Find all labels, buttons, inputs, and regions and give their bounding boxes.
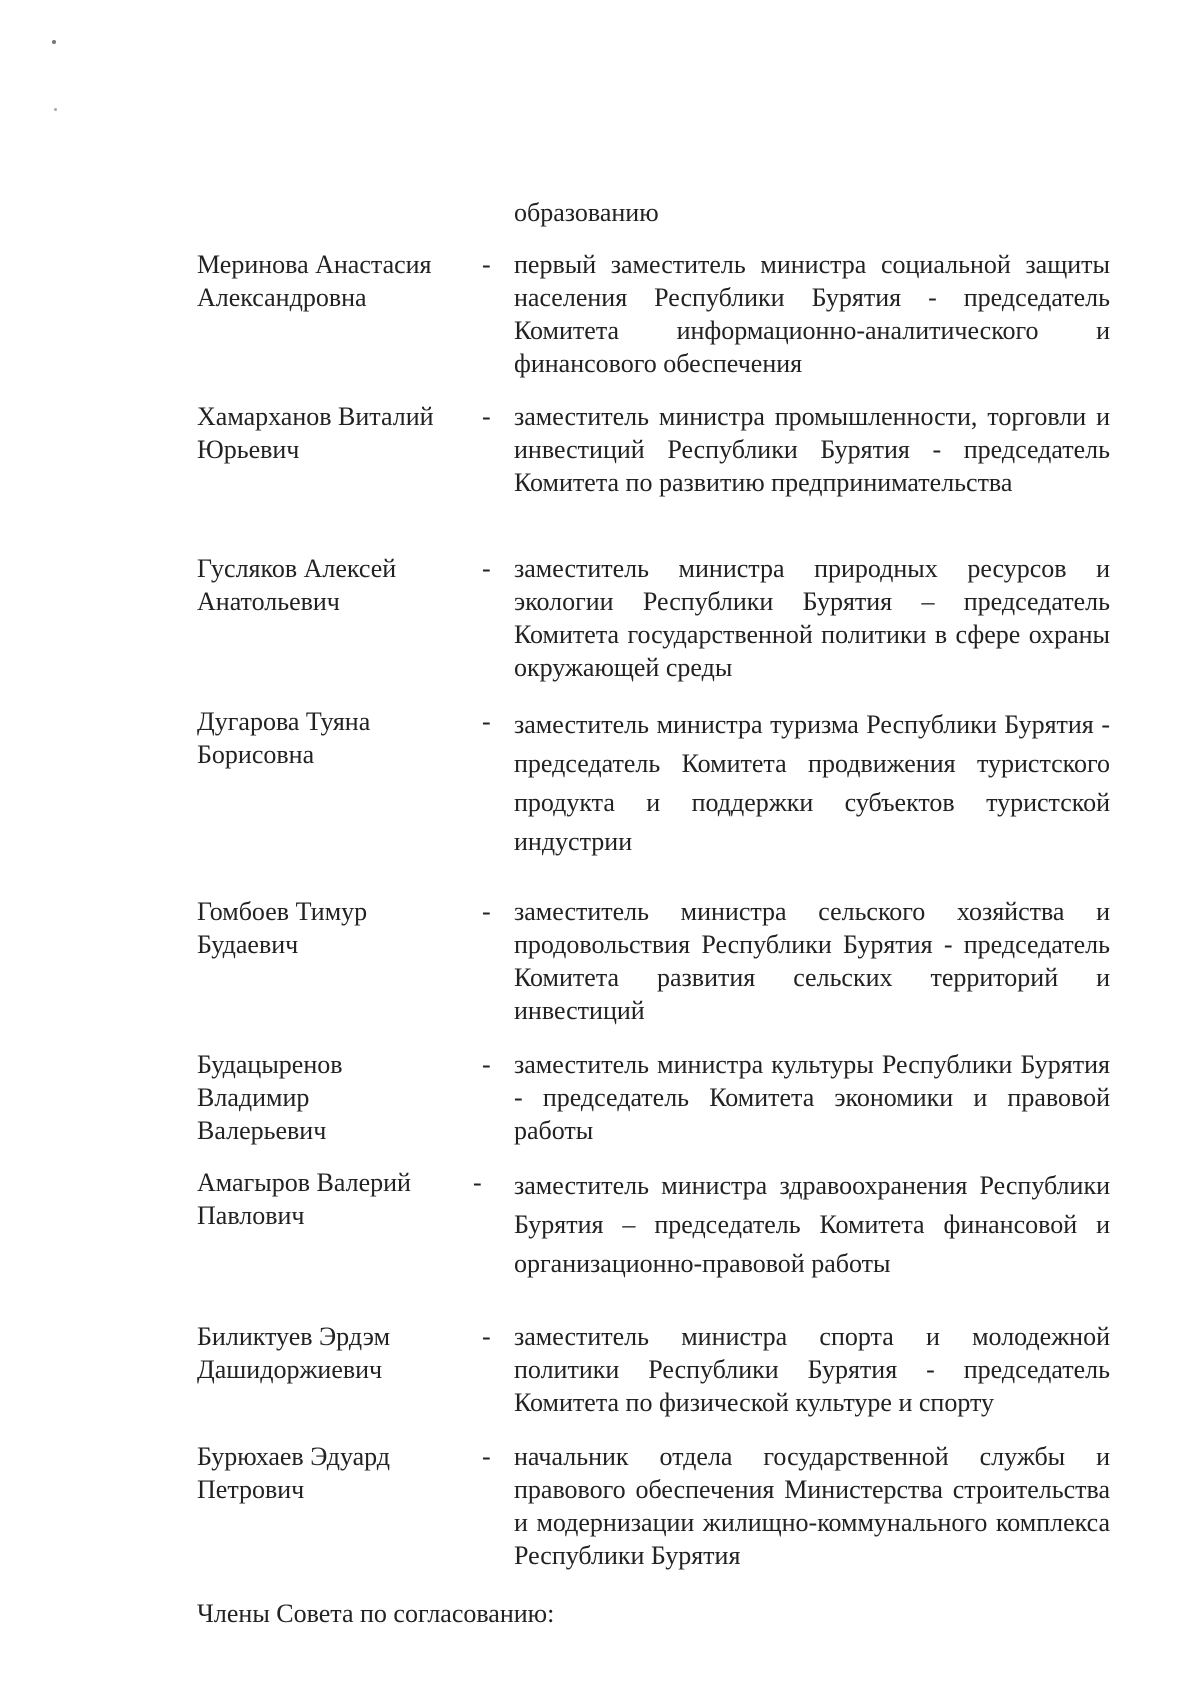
member-dash: - (482, 1442, 491, 1471)
member-name: Хамарханов Виталий Юрьевич (197, 402, 434, 464)
member-name: Амагыров Валерий Павлович (197, 1168, 411, 1230)
member-name: Бурюхаев Эдуард Петрович (197, 1442, 391, 1504)
continuation-text: образованию (514, 198, 659, 227)
member-name: Будацыренов Владимир Валерьевич (197, 1050, 343, 1145)
member-role: первый заместитель министра социальной защиты населения Республики Бурятия - председатель Комитета информационно-аналитического и финансового обеспечения (514, 250, 1110, 378)
member-role: заместитель министра здравоохранения Республики Бурятия – председатель Комитета финансовой и организационно-правовой работы (514, 1171, 1110, 1278)
member-role: начальник отдела государственной службы и правового обеспечения Министерства строительства и модернизации жилищно-коммунального комплекса Республики Бурятия (514, 1442, 1110, 1570)
member-dash: - (482, 250, 491, 279)
member-name: Гомбоев Тимур Будаевич (197, 897, 368, 959)
member-name: Дугарова Туяна Борисовна (197, 707, 371, 769)
member-dash: - (482, 897, 491, 926)
member-dash: - (482, 707, 491, 736)
member-role: заместитель министра природных ресурсов и экологии Республики Бурятия – председатель Комитета государственной политики в сфере охраны окружающей среды (514, 554, 1110, 682)
scan-speck (52, 40, 56, 44)
member-dash: - (482, 554, 491, 583)
member-dash: - (482, 402, 491, 431)
member-name: Биликтуев Эрдэм Дашидоржиевич (197, 1322, 391, 1384)
member-role: заместитель министра промышленности, торговли и инвестиций Республики Бурятия - председатель Комитета по развитию предпринимательства (514, 402, 1110, 497)
member-dash: - (482, 1050, 491, 1079)
member-role: заместитель министра сельского хозяйства и продовольствия Республики Бурятия - председатель Комитета развития сельских территорий и инвестиций (514, 897, 1110, 1025)
member-role: заместитель министра спорта и молодежной политики Республики Бурятия - председатель Комитета по физической культуре и спорту (514, 1322, 1110, 1417)
member-name: Гусляков Алексей Анатольевич (197, 554, 397, 616)
member-role: заместитель министра туризма Республики Бурятия - председатель Комитета продвижения туристского продукта и поддержки субъектов туристской индустрии (514, 710, 1110, 856)
member-dash: - (473, 1168, 482, 1197)
scan-speck (54, 108, 57, 111)
council-members-note: Члены Совета по согласованию: (197, 1599, 555, 1628)
member-dash: - (482, 1322, 491, 1351)
member-role: заместитель министра культуры Республики Бурятия - председатель Комитета экономики и правовой работы (514, 1050, 1110, 1145)
member-name: Меринова Анастасия Александровна (197, 250, 432, 312)
